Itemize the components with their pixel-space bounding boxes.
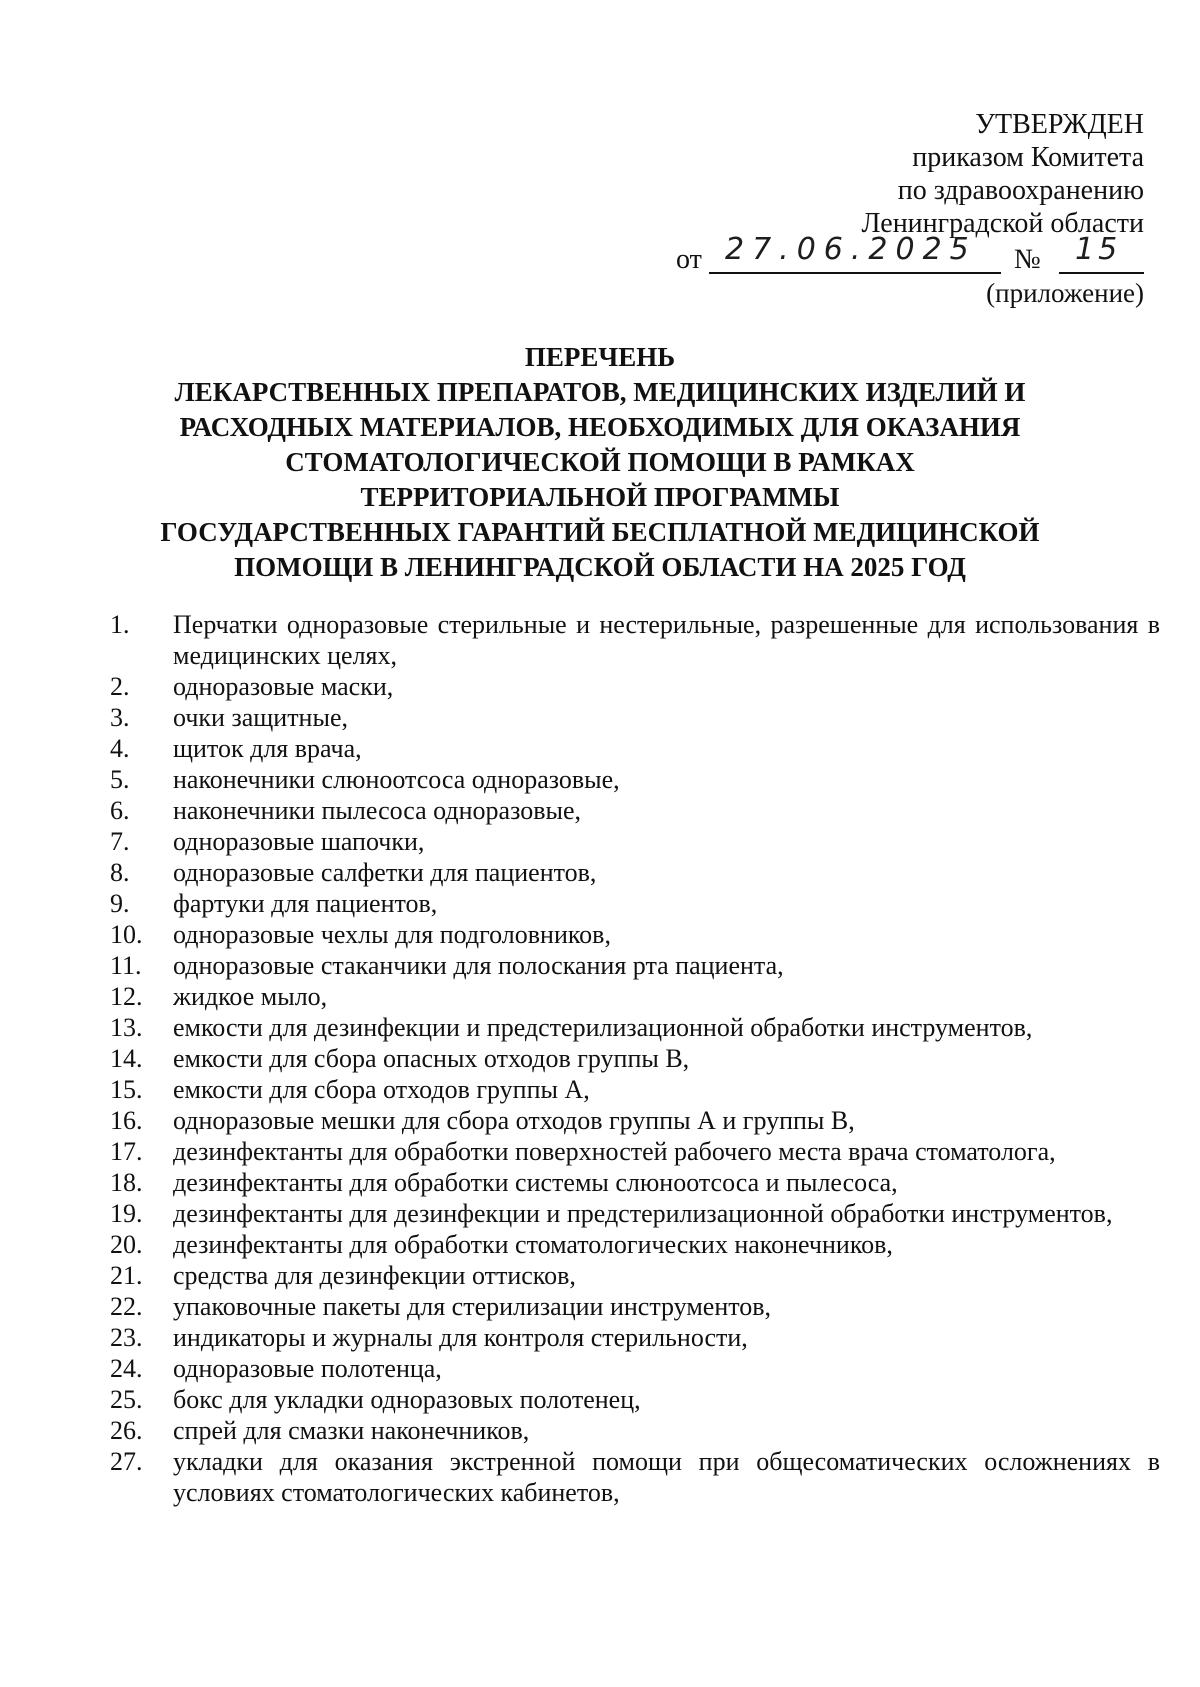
- list-item: [110, 1353, 1160, 1384]
- list-item-number: 18.: [110, 1168, 143, 1197]
- list-item-number: 5.: [110, 765, 130, 794]
- list-item-number: 26.: [110, 1416, 143, 1445]
- title-line: ПЕРЕЧЕНЬ: [524, 342, 676, 372]
- list-item: [110, 1415, 1160, 1446]
- list-item-number: 20.: [110, 1230, 143, 1259]
- list-item: [110, 609, 1160, 671]
- supplies-list: [110, 609, 1160, 1508]
- list-item-text: наконечники слюноотсоса одноразовые,: [173, 765, 620, 794]
- attachment-note: (приложение): [986, 278, 1144, 308]
- list-item-text: дезинфектанты для обработки стоматологических наконечников,: [173, 1230, 893, 1259]
- list-item: [110, 1105, 1160, 1136]
- list-item-number: 15.: [110, 1075, 143, 1104]
- list-item: [110, 1291, 1160, 1322]
- list-item-number: 27.: [110, 1447, 143, 1476]
- order-number-handwritten: 15: [1075, 232, 1122, 267]
- list-item: [110, 764, 1160, 795]
- date-prefix: от: [676, 244, 702, 275]
- list-item-number: 16.: [110, 1106, 143, 1135]
- list-item: [110, 795, 1160, 826]
- list-item: [110, 950, 1160, 981]
- list-item: [110, 671, 1160, 702]
- list-item: [110, 1384, 1160, 1415]
- list-item-number: 12.: [110, 982, 143, 1011]
- order-date-handwritten: 27.06.2025: [725, 232, 977, 267]
- list-item-number: 1.: [110, 610, 130, 639]
- list-item: [110, 1074, 1160, 1105]
- list-item-text: одноразовые шапочки,: [173, 827, 425, 856]
- list-item: [110, 1012, 1160, 1043]
- approval-line-region: Ленинградской области: [861, 208, 1144, 239]
- list-item-number: 21.: [110, 1261, 143, 1290]
- list-item-text: наконечники пылесоса одноразовые,: [173, 796, 581, 825]
- list-item-number: 17.: [110, 1137, 143, 1166]
- list-item-text: одноразовые мешки для сбора отходов группы А и группы В,: [173, 1106, 855, 1135]
- list-item-number: 8.: [110, 858, 130, 887]
- list-item-text: одноразовые маски,: [173, 672, 394, 701]
- list-item: [110, 857, 1160, 888]
- list-item-text: Перчатки одноразовые стерильные и нестерильные, разрешенные для использования в медицинских целях,: [173, 610, 1160, 670]
- list-item-number: 7.: [110, 827, 130, 856]
- list-item-number: 10.: [110, 920, 143, 949]
- list-item: [110, 1229, 1160, 1260]
- order-number-label: №: [1014, 244, 1041, 275]
- list-item-number: 11.: [110, 951, 142, 980]
- title-line: РАСХОДНЫХ МАТЕРИАЛОВ, НЕОБХОДИМЫХ ДЛЯ ОКАЗАНИЯ: [179, 412, 1021, 442]
- list-item-number: 3.: [110, 703, 130, 732]
- order-date-number-row: [584, 232, 1144, 280]
- approval-heading: УТВЕРЖДЕН: [975, 109, 1144, 140]
- list-item-text: щиток для врача,: [173, 734, 362, 763]
- order-date-field: [709, 232, 1001, 274]
- list-item-text: очки защитные,: [173, 703, 348, 732]
- list-item-text: средства для дезинфекции оттисков,: [173, 1261, 576, 1290]
- list-item-text: дезинфектанты для обработки поверхностей рабочего места врача стоматолога,: [173, 1137, 1056, 1166]
- list-item: [110, 1322, 1160, 1353]
- list-item-number: 25.: [110, 1385, 143, 1414]
- list-item-number: 4.: [110, 734, 130, 763]
- list-item: [110, 1260, 1160, 1291]
- order-number-field: [1059, 232, 1144, 274]
- list-item: [110, 1446, 1160, 1508]
- list-item-text: бокс для укладки одноразовых полотенец,: [173, 1385, 641, 1414]
- list-item: [110, 1136, 1160, 1167]
- approval-line-order: приказом Комитета: [912, 142, 1144, 173]
- list-item-number: 13.: [110, 1013, 143, 1042]
- list-item-text: емкости для дезинфекции и предстерилизационной обработки инструментов,: [173, 1013, 1033, 1042]
- list-item: [110, 888, 1160, 919]
- title-line: СТОМАТОЛОГИЧЕСКОЙ ПОМОЩИ В РАМКАХ: [285, 447, 915, 477]
- list-item-text: укладки для оказания экстренной помощи при общесоматических осложнениях в условиях стоматологических кабинетов,: [173, 1447, 1160, 1507]
- list-item: [110, 919, 1160, 950]
- list-item-text: спрей для смазки наконечников,: [173, 1416, 530, 1445]
- approval-line-committee: по здравоохранению: [897, 175, 1144, 206]
- list-item: [110, 981, 1160, 1012]
- list-item-text: одноразовые полотенца,: [173, 1354, 442, 1383]
- list-item-text: жидкое мыло,: [173, 982, 328, 1011]
- list-item-text: упаковочные пакеты для стерилизации инструментов,: [173, 1292, 772, 1321]
- list-item-text: емкости для сбора опасных отходов группы В,: [173, 1044, 690, 1073]
- list-item-text: дезинфектанты для обработки системы слюноотсоса и пылесоса,: [173, 1168, 898, 1197]
- list-item: [110, 702, 1160, 733]
- list-item-text: индикаторы и журналы для контроля стерильности,: [173, 1323, 748, 1352]
- title-line: ТЕРРИТОРИАЛЬНОЙ ПРОГРАММЫ: [360, 482, 840, 512]
- approval-block: [584, 108, 1144, 240]
- document-title: [110, 340, 1090, 585]
- list-item-text: емкости для сбора отходов группы А,: [173, 1075, 590, 1104]
- list-item: [110, 733, 1160, 764]
- list-item: [110, 826, 1160, 857]
- list-item-text: дезинфектанты для дезинфекции и предстерилизационной обработки инструментов,: [173, 1199, 1113, 1228]
- list-item: [110, 1167, 1160, 1198]
- list-item: [110, 1043, 1160, 1074]
- title-line: ПОМОЩИ В ЛЕНИНГРАДСКОЙ ОБЛАСТИ НА 2025 ГОД: [234, 552, 966, 582]
- list-item: [110, 1198, 1160, 1229]
- list-item-number: 19.: [110, 1199, 143, 1228]
- list-item-text: фартуки для пациентов,: [173, 889, 438, 918]
- list-item-number: 22.: [110, 1292, 143, 1321]
- list-item-number: 14.: [110, 1044, 143, 1073]
- list-item-number: 9.: [110, 889, 130, 918]
- list-item-text: одноразовые стаканчики для полоскания рта пациента,: [173, 951, 784, 980]
- list-item-number: 23.: [110, 1323, 143, 1352]
- list-item-number: 24.: [110, 1354, 143, 1383]
- list-item-text: одноразовые салфетки для пациентов,: [173, 858, 597, 887]
- list-item-number: 6.: [110, 796, 130, 825]
- title-line: ГОСУДАРСТВЕННЫХ ГАРАНТИЙ БЕСПЛАТНОЙ МЕДИЦИНСКОЙ: [160, 517, 1040, 547]
- list-item-text: одноразовые чехлы для подголовников,: [173, 920, 611, 949]
- list-item-number: 2.: [110, 672, 130, 701]
- title-line: ЛЕКАРСТВЕННЫХ ПРЕПАРАТОВ, МЕДИЦИНСКИХ ИЗДЕЛИЙ И: [174, 377, 1026, 407]
